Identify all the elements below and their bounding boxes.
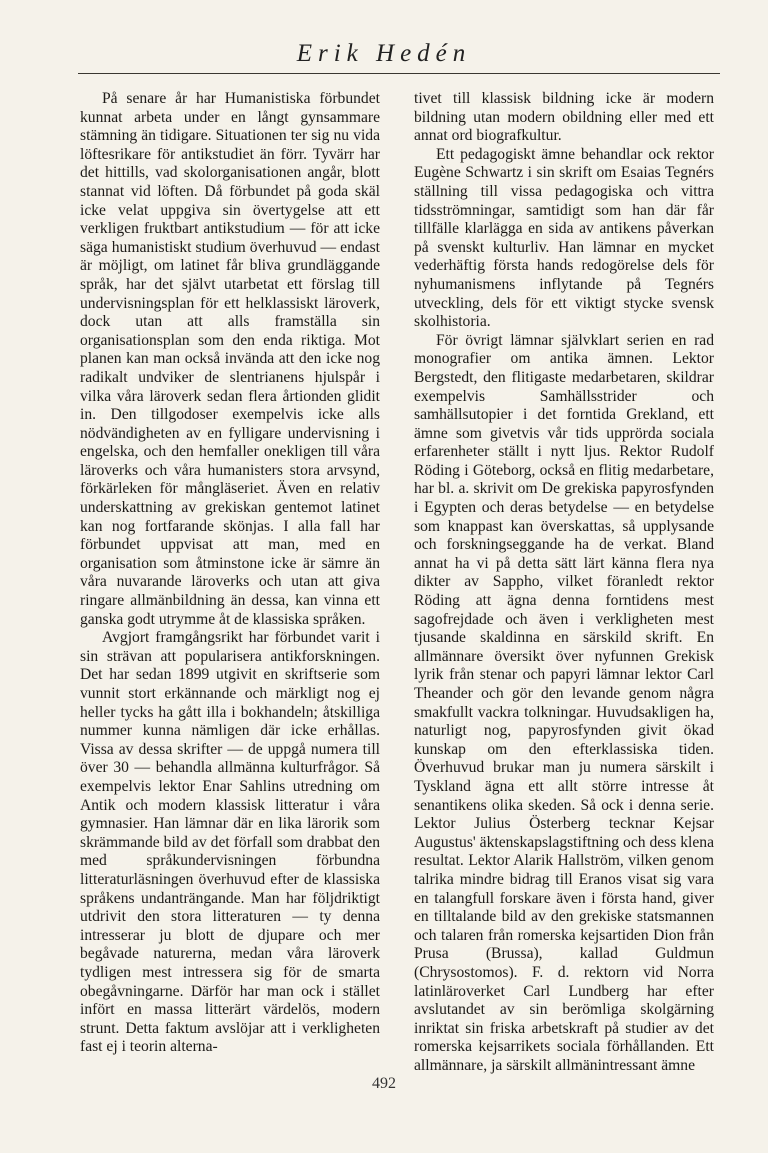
running-header: Erik Hedén [296, 40, 472, 67]
paragraph: Avgjort framgångsrikt har förbundet varit i sin strävan att popularisera antikforskningen. Det har sedan 1899 utgivit en skriftserie som vunnit stort erkännande och märkligt nog ej heller tycks ha gått illa i bokhandeln; åtskilliga nummer kunna nämligen där icke erhållas. Vissa av dessa skrifter — de uppgå numera till över 30 — behandla allmänna kulturfrågor. Så exempelvis lektor Enar Sahlins utredning om Antik och modern klassisk litteratur i våra gymnasier. Han lämnar där en lika lärorik som skrämmande bild av det förfall som drabbat den med språkundervisningen förbundna litteraturläsningen överhuvud efter de klassiska språkens undanträngande. Man har följdriktigt utdrivit den stora litteraturen — ty denna intresserar ju blott de djupare och mer begåvade naturerna, medan våra läroverk tydligen mest intressera sig för de smarta obegåvningarne. Därför har man ock i stället infört en massa litterärt värdelös, modern strunt. Detta faktum avslöjar att i verkligheten fast ej i teorin alterna- [80, 629, 380, 1056]
paragraph: På senare år har Humanistiska förbundet kunnat arbeta under en långt gynsammare stämning än tidigare. Situationen ter sig nu vida löftesrikare för antikstudiet än förr. Tyvärr har det hittills, vad skolorganisationen angår, blott stannat vid löften. Då förbundet på goda skäl icke velat uppgiva sin övertygelse att ett verkligen fruktbart antikstudium — för att icke säga humanistiskt studium överhuvud — endast är möjligt, om latinet får bliva grundläggande språk, har det självt utarbetat ett förslag till undervisningsplan för ett helklassiskt läroverk, dock utan att alls framställa sin organisationsplan som den enda riktiga. Mot planen kan man också invända att den icke nog radikalt undviker de slentrianens hjulspår i vilka våra läroverk sedan flera årtionden glidit in. Den tillgodoser exempelvis icke alls nödvändigheten av en fylligare undervisning i engelska, och den hemfaller onekligen till våra läroverks och våra humanisters stora arvsynd, förkärleken för mångläseriet. Även en relativ underskattning av grekiskan gentemot latinet kan nog fortfarande skönjas. I alla fall har förbundet uppvisat att man, med en organisation som åtminstone icke är sämre än våra nuvarande läroverks och utan att giva ringare allmänbildning än dessa, kan vinna ett ganska godt utrymme åt de klassiska språken. [80, 90, 380, 628]
paragraph: För övrigt lämnar självklart serien en rad monografier om antika ämnen. Lektor Bergstedt, den flitigaste medarbetaren, skildrar exempelvis Samhällsstrider och samhällsutopier i det forntida Grekland, ett ämne som givetvis vår tids upprörda sociala erfarenheter ställt i nytt ljus. Rektor Rudolf Röding i Göteborg, också en flitig medarbetare, har bl. a. skrivit om De grekiska papyrosfynden i Egypten och deras betydelse — en betydelse som knappast kan överskattas, så upplysande och forskningseggande ha de verkat. Bland annat ha vi på detta sätt lärt känna flera nya dikter av Sappho, vilket föranledt rektor Röding att ägna denna forntidens mest sagofrejdade och även i verkligheten mest tjusande skaldinna en särskild skrift. En allmännare översikt över nyfunnen Grekisk lyrik från stenar och papyri lämnar lektor Carl Theander och gör den levande genom några smakfullt vackra tolkningar. Huvudsakligen ha, naturligt nog, papyrosfynden givit ökad kunskap om den efterklassiska tiden. Överhuvud brukar man ju numera särskilt i Tyskland ägna ett allt större intresse åt senantikens olika skeden. Så ock i denna serie. Lektor Julius Österberg tecknar Kejsar Augustus' äktenskapslagstiftning och dess klena resultat. Lektor Alarik Hallström, vilken genom talrika mindre bidrag till Eranos visat sig vara en talangfull forskare även i första hand, giver en tilltalande bild av den grekiske statsmannen och talaren från romerska kejsartiden Dion från Prusa (Brussa), kallad Guldmun (Chrysostomos). F. d. rektorn vid Norra latinläroverket Carl Lundberg har efter avslutandet av sin berömliga skolgärning inriktat sin friska arbetskraft på studier av det romerska kejsarrikets sociala förhållanden. Ett allmännare, ja särskilt allmänintressant ämne [414, 331, 714, 1074]
right-column [414, 90, 714, 1075]
paragraph: Ett pedagogiskt ämne behandlar ock rektor Eugène Schwartz i sin skrift om Esaias Tegnérs ställning till vissa pedagogiska och vittra tidsströmningar, samtidigt som han där får tillfälle klarlägga en sida av antikens påverkan på svenskt kulturliv. Han lämnar en mycket vederhäftig första hands redogörelse dels för nyhumanismens inflytande på Tegnérs utveckling, dels för ett viktigt stycke svensk skolhistoria. [414, 145, 714, 331]
page-number: 492 [372, 1075, 396, 1092]
header-rule [78, 73, 720, 74]
paragraph-continued: tivet till klassisk bildning icke är modern bildning utan modern obildning eller med ett annat ord biografkultur. [414, 90, 714, 145]
left-column [80, 90, 380, 1057]
